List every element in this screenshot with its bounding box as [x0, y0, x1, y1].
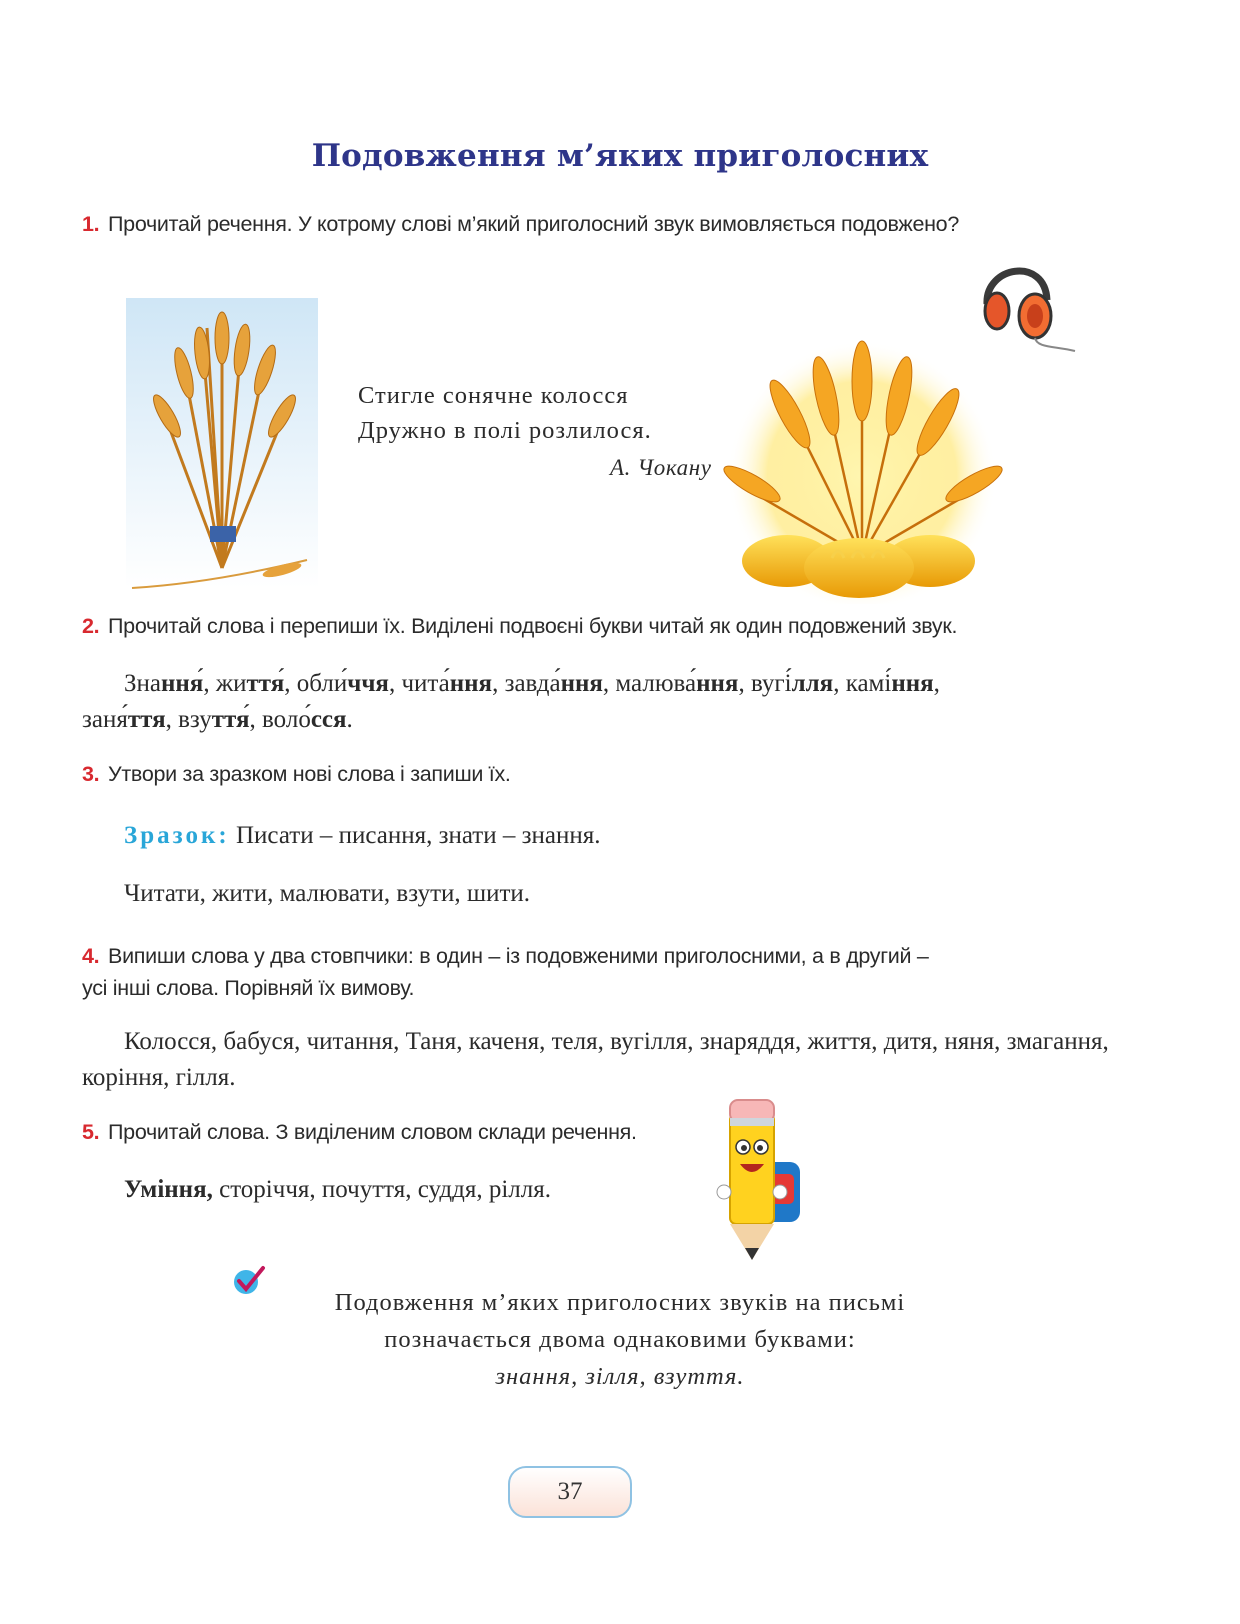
rule-box	[240, 1284, 1000, 1395]
task-1	[82, 212, 959, 237]
poem	[358, 378, 652, 448]
task-number: 5.	[82, 1120, 100, 1144]
word: камі́ння,	[845, 670, 940, 697]
rule-line: позначається двома однаковими буквами:	[384, 1326, 856, 1353]
task-instruction: усі інші слова. Порівняй їх вимову.	[82, 976, 415, 1000]
highlighted-word: Уміння,	[124, 1176, 213, 1203]
sample-text: Писати – писання, знати – знання.	[235, 822, 601, 849]
word: Знання́,	[124, 670, 216, 697]
poem-line: Дружно в полі розлилося.	[358, 417, 652, 444]
sample	[124, 818, 1164, 854]
task-4	[82, 940, 929, 1004]
word: завда́ння,	[504, 670, 616, 697]
wheat-sheaf-image	[122, 298, 322, 594]
poem-author: А. Чокану	[610, 455, 712, 480]
task-number: 1.	[82, 212, 100, 236]
task-number: 4.	[82, 944, 100, 968]
bread-wheat-image	[712, 336, 1012, 604]
word: воло́сся.	[262, 706, 353, 733]
task-instruction: Утвори за зразком нові слова і запиши їх.	[108, 762, 511, 786]
page-title: Подовження м’яких приголосних	[311, 138, 929, 174]
sample-label: Зразок:	[124, 822, 230, 849]
task-instruction: Прочитай слова. З виділеним словом склади речення.	[108, 1120, 637, 1144]
task-instruction: Випиши слова у два стовпчики: в один – із подовженими приголосними, а в другий –	[108, 944, 929, 968]
task-number: 2.	[82, 614, 100, 638]
rule-line: Подовження м’яких приголосних звуків на письмі	[334, 1289, 906, 1316]
pencil-character-image	[712, 1092, 812, 1264]
task-number: 3.	[82, 762, 100, 786]
word: чита́ння,	[401, 670, 505, 697]
task-instruction: Прочитай слова і перепиши їх. Виділені подвоєні букви читай як один подовжений звук.	[108, 614, 958, 638]
word: малюва́ння,	[615, 670, 751, 697]
word: вугі́лля,	[750, 670, 846, 697]
task-5-words	[124, 1172, 724, 1208]
task-4-words: Колосся, бабуся, читання, Таня, каченя, теля, вугілля, знаряддя, життя, дитя, няня, змагання, коріння, гілля.	[82, 1028, 1109, 1091]
task-instruction: Прочитай речення. У котрому слові м’який приголосний звук вимовляється подовжено?	[108, 212, 959, 236]
task-3	[82, 762, 511, 787]
rule-example: знання, зілля, взуття.	[495, 1363, 745, 1390]
task-5	[82, 1120, 637, 1145]
word: обли́ччя,	[296, 670, 402, 697]
word: взуття́,	[178, 706, 263, 733]
word: життя́,	[215, 670, 297, 697]
poem-line: Стигле сонячне колосся	[358, 382, 629, 409]
other-words: сторіччя, почуття, суддя, рілля.	[212, 1176, 551, 1203]
task-3-words: Читати, жити, малювати, взути, шити.	[124, 880, 531, 907]
task-2	[82, 614, 957, 639]
word: заня́ття,	[82, 706, 179, 733]
task-2-words	[82, 666, 1122, 738]
page-number: 37	[508, 1466, 632, 1518]
